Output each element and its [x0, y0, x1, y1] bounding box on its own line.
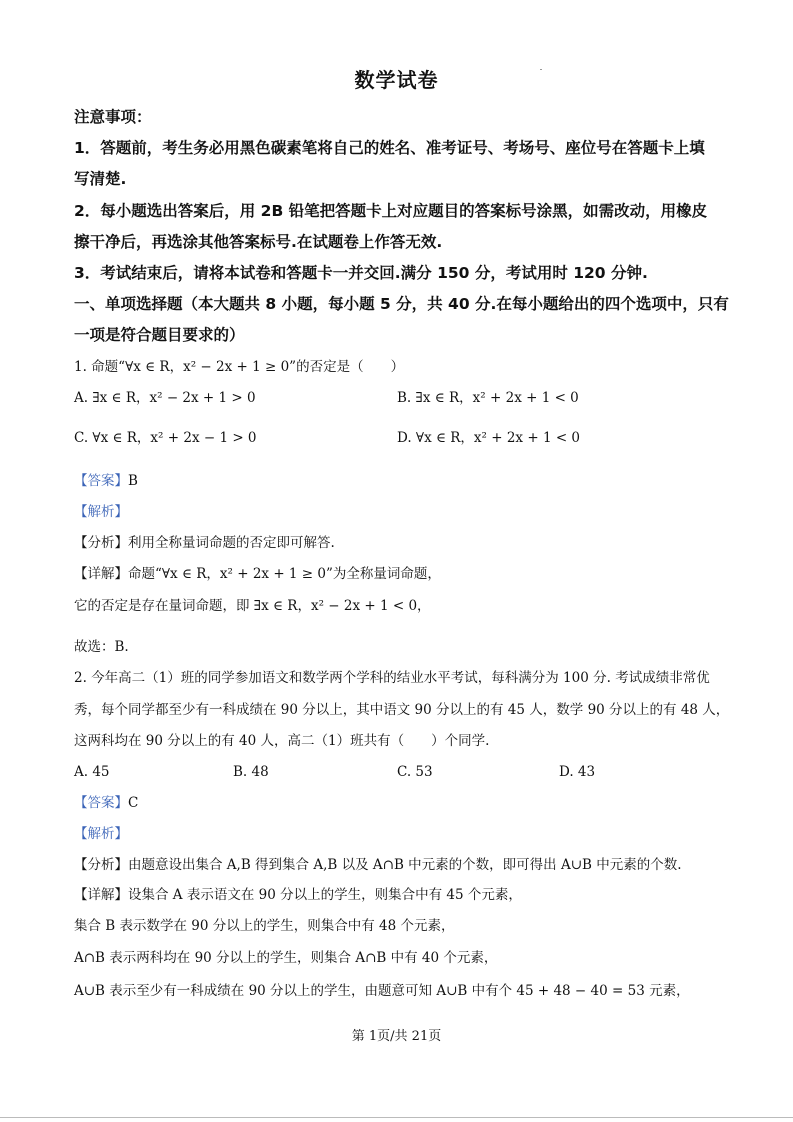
q1-option-c: C. ∀x ∈ R，x² + 2x − 1 > 0: [74, 430, 257, 446]
q1-option-a: A. ∃x ∈ R，x² − 2x + 1 > 0: [74, 390, 256, 406]
note-1-line-2: 写清楚.: [74, 170, 127, 188]
page-title: 数学试卷: [354, 68, 439, 92]
q2-fenxi: 由题意设出集合 A,B 得到集合 A,B 以及 A∩B 中元素的个数，即可得出 A∪B 中元素的个数.: [128, 857, 682, 873]
q2-option-b: B. 48: [233, 764, 269, 780]
q2-xiangjie-line-1: 设集合 A 表示语文在 90 分以上的学生，则集合中有 45 个元素，: [128, 887, 522, 903]
q2-answer-tag: 【答案】: [74, 795, 128, 811]
q1-choose: 故选：B.: [74, 639, 129, 655]
q2-answer: C: [128, 795, 139, 811]
q1-xiangjie-row: [74, 564, 441, 584]
q2-option-a: A. 45: [74, 764, 110, 780]
note-2-line-1: 2．每小题选出答案后，用 2B 铅笔把答题卡上对应题目的答案标号涂黑，如需改动，用橡皮: [74, 202, 708, 220]
q1-fenxi: 利用全称量词命题的否定即可解答.: [128, 535, 335, 551]
q2-analysis-tag: 【解析】: [74, 826, 128, 842]
q2-option-c: C. 53: [397, 764, 433, 780]
q2-xiangjie-line-4: A∪B 表示至少有一科成绩在 90 分以上的学生，由题意可知 A∪B 中有个 45 + 48 − 40 = 53 元素，: [74, 983, 690, 999]
q1-option-d: D. ∀x ∈ R，x² + 2x + 1 < 0: [397, 430, 581, 446]
q2-stem-line-1: 2. 今年高二（1）班的同学参加语文和数学两个学科的结业水平考试，每科满分为 100 分. 考试成绩非常优: [74, 670, 710, 686]
q1-analysis-tag: 【解析】: [74, 504, 128, 520]
q2-fenxi-row: [74, 855, 682, 875]
q1-answer-tag: 【答案】: [74, 473, 128, 489]
q2-option-d: D. 43: [559, 764, 596, 780]
q1-stem: 1. 命题“∀x ∈ R，x² − 2x + 1 ≥ 0”的否定是（ ）: [74, 359, 405, 375]
q2-answer-row: [74, 793, 138, 813]
q2-xiangjie-row: [74, 885, 522, 905]
q1-fenxi-row: [74, 533, 335, 553]
note-3: 3．考试结束后，请将本试卷和答题卡一并交回.满分 150 分，考试用时 120 分钟.: [74, 264, 648, 282]
q2-xiangjie-line-3: A∩B 表示两科均在 90 分以上的学生，则集合 A∩B 中有 40 个元素，: [74, 950, 498, 966]
q1-fenxi-tag: 【分析】: [74, 535, 128, 551]
note-2-line-2: 擦干净后，再选涂其他答案标号.在试题卷上作答无效.: [74, 233, 443, 251]
q1-option-b: B. ∃x ∈ R，x² + 2x + 1 < 0: [397, 390, 579, 406]
q2-stem-line-3: 这两科均在 90 分以上的有 40 人，高二（1）班共有（ ）个同学.: [74, 733, 490, 749]
q1-xiangjie-line-1: 命题“∀x ∈ R，x² + 2x + 1 ≥ 0”为全称量词命题，: [128, 566, 441, 582]
page-footer: 第 1页/共 21页: [351, 1029, 442, 1044]
q1-xiangjie-tag: 【详解】: [74, 566, 128, 582]
note-1-line-1: 1．答题前，考生务必用黑色碳素笔将自己的姓名、准考证号、考场号、座位号在答题卡上填: [74, 139, 705, 157]
q2-stem-line-2: 秀，每个同学都至少有一科成绩在 90 分以上，其中语文 90 分以上的有 45 人，数学 90 分以上的有 48 人，: [74, 702, 730, 718]
q1-answer: B: [128, 473, 138, 489]
page-bottom-rule: [0, 1117, 793, 1118]
q1-answer-row: [74, 471, 138, 491]
scan-speck: [540, 69, 542, 70]
notes-heading: 注意事项：: [74, 108, 152, 126]
q2-xiangjie-line-2: 集合 B 表示数学在 90 分以上的学生，则集合中有 48 个元素，: [74, 918, 455, 934]
section-heading-line-2: 一项是符合题目要求的）: [74, 326, 245, 344]
q2-xiangjie-tag: 【详解】: [74, 887, 128, 903]
section-heading-line-1: 一、单项选择题（本大题共 8 小题，每小题 5 分，共 40 分.在每小题给出的四个选项中，只有: [74, 295, 729, 313]
q2-fenxi-tag: 【分析】: [74, 857, 128, 873]
q1-xiangjie-line-2: 它的否定是存在量词命题，即 ∃x ∈ R，x² − 2x + 1 < 0，: [74, 598, 431, 614]
